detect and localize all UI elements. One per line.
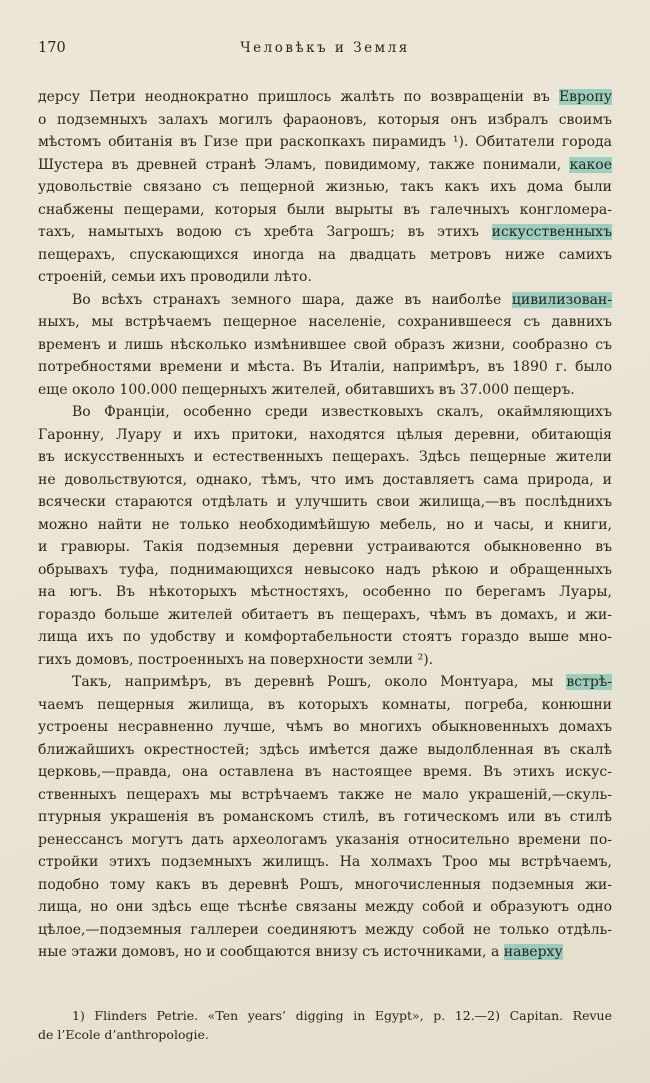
highlight: Европу — [558, 89, 612, 105]
highlight: наверху — [503, 944, 563, 960]
text-line: гораздо больше жителей обитаетъ въ пещерахъ, чѣмъ въ домахъ, и жи- — [38, 606, 612, 623]
text-line: ственныхъ пещерахъ мы встрѣчаемъ также не мало украшеній,—скуль- — [38, 786, 612, 803]
footnote — [38, 1006, 612, 1044]
text-line: лища, но они здѣсь еще тѣснѣе связаны между собой и образуютъ одно — [38, 899, 612, 915]
text-line: Гаронну, Луару и ихъ притоки, находятся цѣлыя деревни, обитающія — [38, 426, 612, 443]
text-line: 1) Flinders Petrie. «Ten years’ digging in Egypt», p. 12.—2) Capitan. Revue — [72, 1007, 612, 1023]
text-line: птурныя украшенія въ романскомъ стилѣ, въ готическомъ или въ стилѣ — [38, 809, 612, 825]
text-line: удовольствіе связано съ пещерной жизнью, такъ какъ ихъ дома были — [38, 179, 612, 195]
paragraph — [38, 86, 612, 289]
text-line: ныхъ, мы встрѣчаемъ пещерное населеніе, сохранившееся съ давнихъ — [38, 314, 612, 330]
page-header — [38, 40, 612, 60]
text-line: de l’Ecole d’anthropologie. — [38, 1026, 209, 1042]
page-number: 170 — [38, 40, 66, 56]
text-line: можно найти не только необходимѣйшую мебель, но и часы, и книги, — [38, 516, 612, 533]
text-line: Такъ, напримѣръ, въ деревнѣ Рошъ, около Монтуара, мы встрѣ- — [72, 674, 612, 690]
highlight: искусственныхъ — [491, 224, 612, 240]
text-line: ренессансъ могутъ дать археологамъ указанія относительно времени по- — [38, 831, 612, 848]
paragraph — [38, 401, 612, 671]
running-title: Человѣкъ и Земля — [240, 40, 410, 56]
text-line: потребностями времени и мѣста. Въ Италіи, напримѣръ, въ 1890 г. было — [38, 359, 612, 375]
text-line: мѣстомъ обитанія въ Гизе при раскопкахъ пирамидъ ¹). Обитатели города — [38, 134, 612, 150]
text-line: лища ихъ по удобству и комфортабельности стоятъ гораздо выше мно- — [38, 629, 612, 645]
text-line: церковь,—правда, она оставлена въ настоящее время. Въ этихъ искус- — [38, 764, 612, 780]
text-line: ные этажи домовъ, но и сообщаются внизу съ источниками, а наверху — [38, 944, 563, 960]
body-text — [38, 86, 612, 964]
text-line: всячески стараются отдѣлать и улучшить свои жилища,—въ послѣднихъ — [38, 494, 612, 510]
text-line: о подземныхъ залахъ могилъ фараоновъ, которыя онъ избралъ своимъ — [38, 111, 612, 128]
text-line: устроены несравненно лучше, чѣмъ во многихъ обыкновенныхъ домахъ — [38, 719, 612, 735]
highlight: встрѣ- — [566, 674, 612, 690]
text-line: дерсу Петри неоднократно пришлось жалѣть по возвращеніи въ Европу — [38, 89, 612, 105]
highlight: цивилизован- — [511, 291, 612, 308]
text-line: снабжены пещерами, которыя были вырыты въ галечныхъ конгломера- — [38, 201, 612, 218]
text-line: строеній, семьи ихъ проводили лѣто. — [38, 269, 312, 285]
text-line: ближайшихъ окрестностей; здѣсь имѣется даже выдолбленная въ скалѣ — [38, 741, 612, 758]
text-line: не довольствуются, однако, тѣмъ, что имъ доставляетъ сама природа, и — [38, 471, 612, 488]
text-line: подобно тому какъ въ деревнѣ Рошъ, многочисленныя подземныя жи- — [38, 876, 612, 893]
text-line: чаемъ пещерныя жилища, въ которыхъ комнаты, погреба, конюшни — [38, 696, 612, 713]
text-line: еще около 100.000 пещерныхъ жителей, обитавшихъ въ 37.000 пещеръ. — [38, 381, 575, 398]
paragraph — [38, 671, 612, 964]
text-line: и гравюры. Такія подземныя деревни устраиваются обыкновенно въ — [38, 539, 612, 555]
text-line: Во всѣхъ странахъ земного шара, даже въ наиболѣе цивилизован- — [72, 291, 612, 308]
text-line: обрывахъ туфа, поднимающихся невысоко надъ рѣкою и обращенныхъ — [38, 561, 612, 578]
text-line: цѣлое,—подземныя галлереи соединяютъ между собой не только отдѣль- — [38, 921, 612, 938]
paragraph — [38, 289, 612, 402]
text-line: Во Франціи, особенно среди известковыхъ скалъ, окаймляющихъ — [72, 404, 612, 420]
highlight: какое — [569, 156, 612, 173]
text-line: стройки этихъ подземныхъ жилищъ. На холмахъ Троо мы встрѣчаемъ, — [38, 854, 612, 870]
text-line: гихъ домовъ, построенныхъ на поверхности земли ²). — [38, 651, 434, 668]
text-line: на югъ. Въ нѣкоторыхъ мѣстностяхъ, особенно по берегамъ Луары, — [38, 584, 612, 600]
text-line: пещерахъ, спускающихся иногда на двадцать метровъ ниже самихъ — [38, 246, 612, 263]
text-line: въ искусственныхъ и естественныхъ пещерахъ. Здѣсь пещерные жители — [38, 449, 612, 465]
text-line: тахъ, намытыхъ водою съ хребта Загрошъ; въ этихъ искусственныхъ — [38, 224, 612, 240]
text-line: временъ и лишь нѣсколько измѣнившее свой образъ жизни, сообразно съ — [38, 336, 612, 353]
text-line: Шустера въ древней странѣ Эламъ, повидимому, также понимали, какое — [38, 156, 612, 173]
